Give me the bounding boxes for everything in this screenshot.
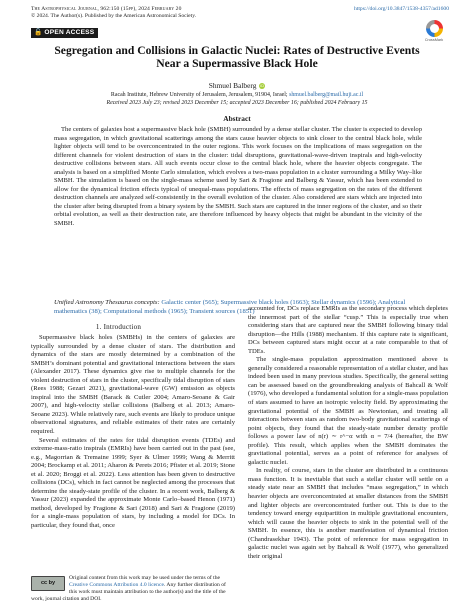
open-access-label: OPEN ACCESS [44,29,95,36]
author-email-link[interactable]: shmuel.balberg@mail.huji.ac.il [289,92,364,98]
journal-citation: The Astrophysical Journal, 962:150 (15pp), 2024 February 20 [31,6,182,12]
doi-link[interactable]: https://doi.org/10.3847/1538-4357/ad1600 [354,6,449,12]
uat-label: Unified Astronomy Thesaurus concepts: [54,299,160,306]
license-text-1: Original content from this work may be used under the terms of the [69,575,220,581]
copyright-line: © 2024. The Author(s). Published by the American Astronomical Society. [31,13,197,19]
right-column [248,305,448,561]
publication-dates: Received 2023 July 23; revised 2023 December 15; accepted 2023 December 16; published 2024 February 15 [106,100,368,106]
crossmark-label: CrossMark [424,38,444,42]
affiliation [0,92,474,99]
crossmark-icon [426,20,443,37]
intro-paragraph-2: Several estimates of the rates for tidal disruption events (TDEs) and extreme-mass-ratio inspirals (EMRIs) have been carried out in the past (see, e.g., Magorrian & Tremaine 1999; Syer & Ulmer 1999; Wang & Merritt 2004; Brockamp et al. 2011; Aharon & Perets 2016; Pfister et al. 2019; Stone et al. 2020; Broggi et al. 2022). Less attention has been given to destructive collisions (DCs), which in fact cannot be neglected among the processes that determine the steady-state profile of the cluster. In a recent work, Balberg & Yassur (2023) expanded the approximate Monte Carlo–based Henon (1971) method, developed by Fragione & Sari (2018) and Sari & Fragione (2019) for a single-mass population of stars, by including a model for DCs. In particular, they found that, once [31,436,235,530]
right-paragraph-1: accounted for, DCs replace EMRIs as the secondary process which depletes the innermost part of the stellar “cusp.” This is especially true when considering stars that are captured near the SMBH following binary tidal disruption—the Hills (1988) mechanism. If this capture rate is significant, DCs between captured stars might occur at a rate comparable to that of TDEs. [248,305,448,355]
license-text-2: . Any further distribution of this work must maintain attribution to the author(s) and the title of the work, journal citation and DOI. [31,581,226,602]
section-heading-introduction: 1. Introduction [95,323,142,331]
abstract-body [54,126,422,229]
cc-by-badge[interactable]: cc by [31,576,65,591]
journal-header [31,6,196,20]
abstract-heading: Abstract [223,114,251,123]
right-paragraph-3: In reality, of course, stars in the cluster are distributed in a continuous mass function. It is inevitable that such a stellar cluster will settle on a steady state near an SMBH that includes “mass segregation,” in which heavier objects are overconcentrated at smaller distances from the SMBH and lighter objects are overconcentrated further out. This is due to the tendency toward energy equipartition in multiple gravitational encounters, which will cause the heavier objects to sink in the potential well of the SMBH. In essence, this is another manifestation of dynamical friction (Chandrasekhar 1943). The point of reference for mass segregation in galactic nuclei was again set by Bahcall & Wolf (1977), who generalized their original [248,467,448,560]
author-name: Shmuel Balberg [208,81,257,90]
abstract-text: The centers of galaxies host a supermassive black hole (SMBH) surrounded by a dense stellar cluster. The cluster is expected to develop mass segregation, in which gravitational scatterings among the stars cause heavier objects to sink closer to the central black hole, while lighter objects will tend to be overconcentrated in the outer regions. This work focuses on the implications of mass segregation on the different channels for violent destruction of stars in the cluster: tidal disruptions, gravitational-wave-driven inspirals and high-velocity destructive collisions between stars. All such events occur close to the central black hole, where the heavier objects congregate. The analysis is based on a simplified Monte Carlo simulation, which evolves a two-mass population in a cluster surrounding a Milky Way–like SMBH. The simulation is based on the single-mass scheme used by Sari & Fragione and Balberg & Yassur, which has been extended to allow for the dynamical friction effects typical of unequal-mass populations. The effects of mass segregation on the rates of the different destruction channels are analyzed self-consistently in the overall evolution of the cluster. Also considered are stars which are injected into the cluster after being disrupted from a binary system by the SMBH. Such stars are captured in the inner regions of the cluster, and so their orbital evolution, as well as their destruction rate, are therefore influenced by heavy objects that might be abundant in the vicinity of the SMBH. [54,126,422,228]
author-line [0,81,474,90]
left-column [31,334,235,531]
paper-title: Segregation and Collisions in Galactic Nuclei: Rates of Destructive Events Near a Supermassive Black Hole [54,44,420,70]
open-lock-icon: 🔓 [34,29,43,36]
crossmark-button[interactable] [424,20,444,42]
affiliation-text: Racah Institute, Hebrew University of Jerusalem, Jerusalem, 91904, Israel; [110,92,288,98]
orcid-icon[interactable]: iD [260,83,265,88]
uat-terms-links[interactable]: Galactic center (565); Supermassive black holes (1663); Stellar dynamics (1596); Analytical mathematics (38); Computational methods (1965); Transient sources (1851) [54,299,406,315]
right-paragraph-2: The single-mass population approximation mentioned above is generally considered a reasonable representation of a stellar cluster, and has indeed been used in many previous studies. Specifically, the general setting can be assessed based on the groundbreaking analysis of Bahcall & Wolf (1976), who developed a fundamental solution for a single-mass population of stars assumed to have an isotropic velocity field. By approximating the gravitational potential of the SMBH as Newtonian, and treating all interactions between stars as random two-body gravitational scatterings of point objects, they found that the steady-state number density profile follows a power law of n(r) ∼ r^−α with α = 7/4 (hereafter, the BW profile). This result, which applies when the SMBH dominates the gravitational potential, serves as a point of reference for analyses of galactic nuclei. [248,356,448,466]
intro-paragraph-1: Supermassive black holes (SMBHs) in the centers of galaxies are typically surrounded by a dense cluster of stars. The distribution and dynamics of the stars are mostly determined by a combination of the SMBH’s dominant potential and gravitational interactions between the stars (Alexander 2017). These dynamics give rise to multiple channels for the violent destruction of stars in the cluster, specifically tidal disruption of stars (Rees 1988; Gezari 2021), gravitational-wave (GW) emission as objects inspiral into the SMBH (Barack & Cutler 2004; Amaro-Seoane & Gair 2007), and high-velocity stellar collisions (Balberg et al. 2013; Amaro-Seoane 2023). While relatively rare, such events are likely to produce unique observational signatures, and reliable estimates of their rates are certainly required. [31,334,235,436]
license-link[interactable]: Creative Commons Attribution 4.0 licence [69,581,164,588]
open-access-badge [31,28,98,38]
license-footnote [31,575,235,603]
